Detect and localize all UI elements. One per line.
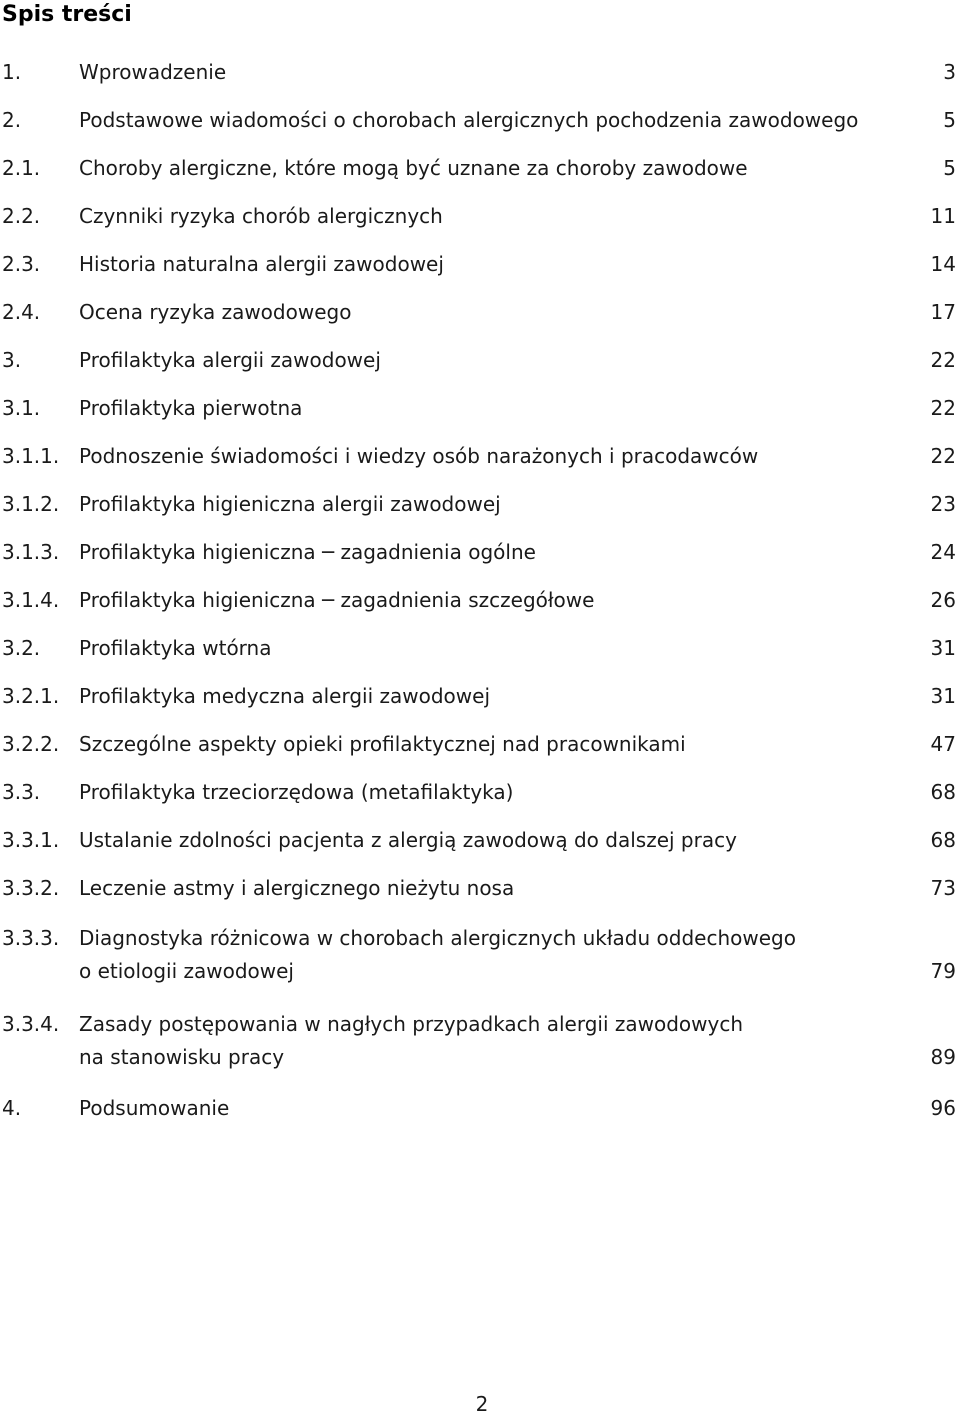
toc-entry-number: 3.3.4. [2, 1012, 60, 1036]
toc-entry[interactable] [0, 250, 960, 278]
toc-entry-number: 3. [2, 348, 22, 372]
toc-entry[interactable] [0, 490, 960, 518]
toc-entry[interactable] [0, 298, 960, 326]
toc-entry-title: Profilaktyka pierwotna [79, 396, 303, 420]
toc-entry-page: 5 [943, 156, 956, 180]
toc-entry[interactable] [0, 106, 960, 134]
toc-entry-number: 3.2. [2, 636, 41, 660]
toc-entry-page: 79 [930, 959, 956, 983]
toc-entry[interactable] [0, 586, 960, 614]
toc-entry-page: 31 [930, 636, 956, 660]
toc-entry-number: 3.3.1. [2, 828, 60, 852]
toc-entry-page: 96 [930, 1096, 956, 1120]
toc-entry-number: 2. [2, 108, 22, 132]
toc-entry-number: 2.4. [2, 300, 41, 324]
toc-entry-page: 68 [930, 828, 956, 852]
toc-entry-number: 3.3.3. [2, 926, 60, 950]
toc-entry[interactable] [0, 778, 960, 806]
toc-entry-page: 3 [943, 60, 956, 84]
toc-entry[interactable] [0, 202, 960, 230]
toc-entry-page: 22 [930, 444, 956, 468]
toc-entry[interactable] [0, 442, 960, 470]
toc-entry-page: 24 [930, 540, 956, 564]
toc-entry[interactable] [0, 58, 960, 86]
toc-entry-title: Leczenie astmy i alergicznego nieżytu nosa [79, 876, 515, 900]
toc-entry-title: Szczególne aspekty opieki profilaktycznej nad pracownikami [79, 732, 686, 756]
toc-entry-page: 73 [930, 876, 956, 900]
toc-entry-page: 17 [930, 300, 956, 324]
toc-entry-page: 22 [930, 348, 956, 372]
toc-entry-title: Czynniki ryzyka chorób alergicznych [79, 204, 443, 228]
toc-entry[interactable] [0, 394, 960, 422]
toc-entry[interactable] [0, 730, 960, 758]
toc-entry-number: 3.2.2. [2, 732, 60, 756]
toc-entry-title: Profilaktyka higieniczna ─ zagadnienia ogólne [79, 540, 536, 564]
toc-entry-title: Choroby alergiczne, które mogą być uznane za choroby zawodowe [79, 156, 748, 180]
toc-entry-number: 2.2. [2, 204, 41, 228]
toc-entry-page: 68 [930, 780, 956, 804]
toc-entry[interactable] [0, 874, 960, 902]
page-number-text: 2 [475, 1392, 489, 1416]
toc-entry[interactable] [0, 634, 960, 662]
toc-entry[interactable] [0, 154, 960, 182]
toc-entry-title: Podsumowanie [79, 1096, 230, 1120]
toc-entry-page: 11 [930, 204, 956, 228]
toc-entry-number: 3.1.2. [2, 492, 60, 516]
toc-entry-number: 4. [2, 1096, 22, 1120]
toc-entry[interactable] [0, 346, 960, 374]
toc-entry-title: Profilaktyka wtórna [79, 636, 272, 660]
toc-entry-title: Ustalanie zdolności pacjenta z alergią zawodową do dalszej pracy [79, 828, 737, 852]
toc-entry-number: 3.1.4. [2, 588, 60, 612]
toc-entry-title: Podstawowe wiadomości o chorobach alergicznych pochodzenia zawodowego [79, 108, 859, 132]
toc-entry[interactable] [0, 682, 960, 710]
toc-entry[interactable] [0, 826, 960, 854]
toc-entry-title: Profilaktyka trzeciorzędowa (metafilaktyka) [79, 780, 514, 804]
toc-entry-number: 2.1. [2, 156, 41, 180]
toc-entry-title: Profilaktyka alergii zawodowej [79, 348, 381, 372]
toc-entry-page: 5 [943, 108, 956, 132]
toc-entry-number: 3.2.1. [2, 684, 60, 708]
toc-entry[interactable] [0, 1094, 960, 1122]
toc-entry-title: Profilaktyka medyczna alergii zawodowej [79, 684, 490, 708]
toc-entry-title: Wprowadzenie [79, 60, 227, 84]
toc-entry-page: 31 [930, 684, 956, 708]
toc-entry-page: 23 [930, 492, 956, 516]
toc-entry[interactable] [0, 538, 960, 566]
toc-entry-page: 14 [930, 252, 956, 276]
toc-entry-number: 1. [2, 60, 22, 84]
toc-entry[interactable] [0, 922, 960, 988]
toc-entry-number: 3.1.1. [2, 444, 60, 468]
toc-entry-title: Profilaktyka higieniczna alergii zawodowej [79, 492, 501, 516]
toc-entry-number: 2.3. [2, 252, 41, 276]
toc-entry[interactable] [0, 1008, 960, 1074]
table-of-contents [0, 58, 960, 1142]
page-title: Spis treści [2, 2, 132, 27]
toc-entry-page: 47 [930, 732, 956, 756]
toc-entry-title: Historia naturalna alergii zawodowej [79, 252, 444, 276]
toc-entry-number: 3.1. [2, 396, 41, 420]
toc-entry-title: Diagnostyka różnicowa w chorobach alergicznych układu oddechowego o etiologii zawodowej [79, 926, 796, 983]
toc-entry-title: Zasady postępowania w nagłych przypadkach alergii zawodowych na stanowisku pracy [79, 1012, 744, 1069]
toc-entry-number: 3.3. [2, 780, 41, 804]
toc-entry-title: Ocena ryzyka zawodowego [79, 300, 352, 324]
toc-entry-title: Podnoszenie świadomości i wiedzy osób narażonych i pracodawców [79, 444, 759, 468]
toc-entry-page: 89 [930, 1045, 956, 1069]
toc-entry-title: Profilaktyka higieniczna ─ zagadnienia szczegółowe [79, 588, 595, 612]
toc-entry-number: 3.1.3. [2, 540, 60, 564]
toc-entry-number: 3.3.2. [2, 876, 60, 900]
page-number [0, 1392, 960, 1416]
toc-entry-page: 26 [930, 588, 956, 612]
toc-entry-page: 22 [930, 396, 956, 420]
